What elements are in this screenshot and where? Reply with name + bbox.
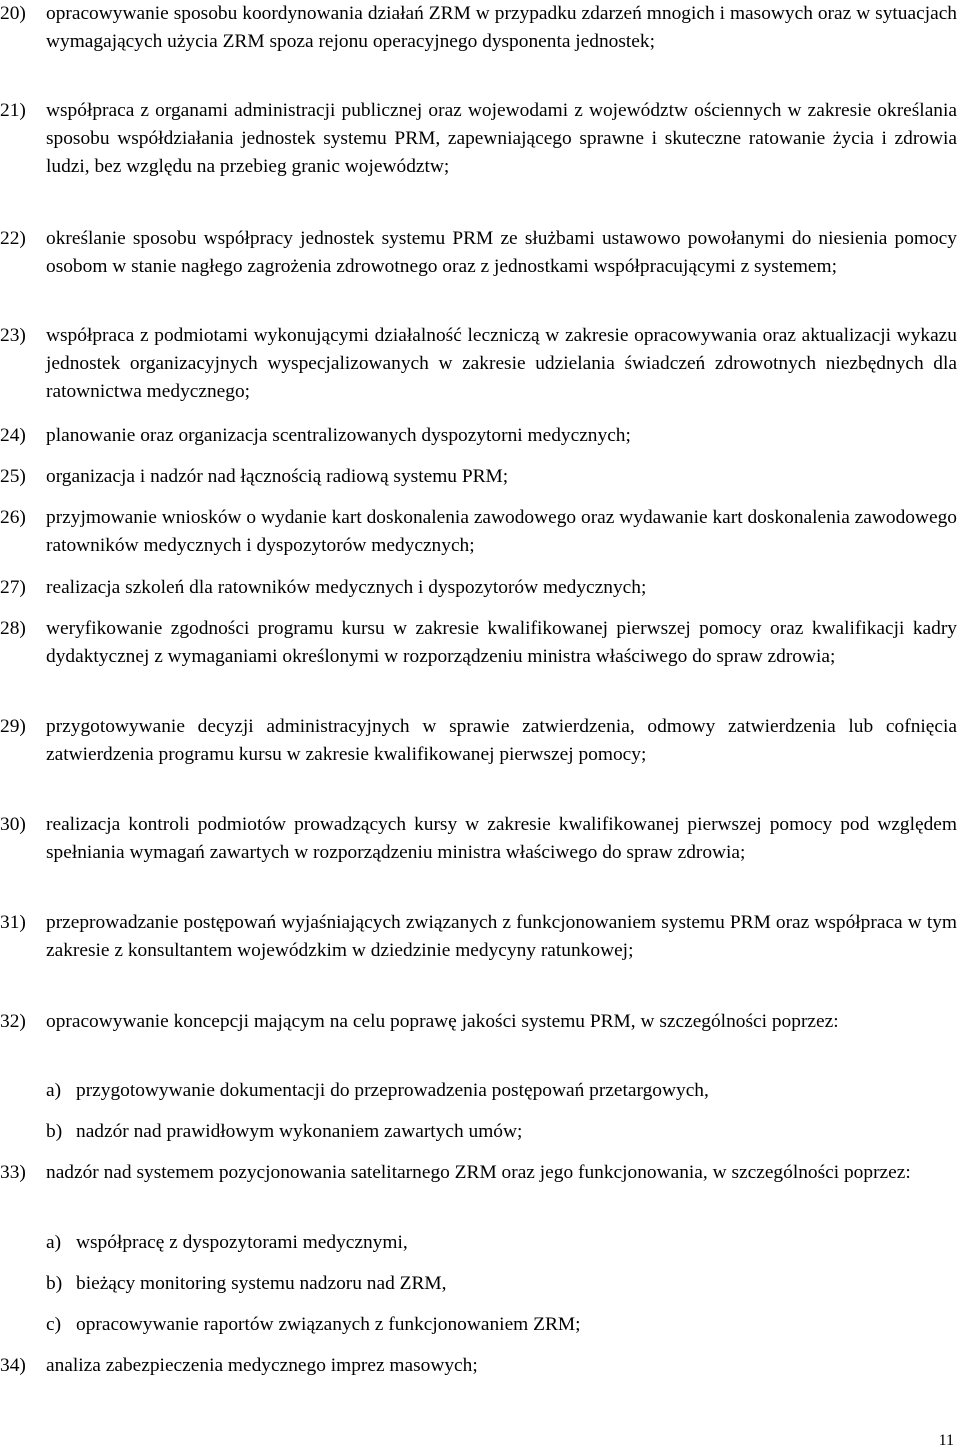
item-text: opracowywanie sposobu koordynowania działań ZRM w przypadku zdarzeń mnogich i masowych oraz w sytuacjach wymagających użycia ZRM spoza rejonu operacyjnego dysponenta jednostek; (46, 3, 957, 53)
item-number: 25) (0, 466, 26, 487)
item-text: realizacja szkoleń dla ratowników medycznych i dyspozytorów medycznych; (46, 577, 647, 598)
item-text: przyjmowanie wniosków o wydanie kart doskonalenia zawodowego oraz wydawanie kart doskonalenia zawodowego ratowników medycznych i dyspozytorów medycznych; (46, 507, 957, 557)
item-text: organizacja i nadzór nad łącznością radiową systemu PRM; (46, 466, 509, 487)
sub-item-letter: c) (46, 1314, 62, 1335)
list-item-26 (0, 504, 957, 560)
sub-item-letter: b) (46, 1273, 63, 1294)
item-number: 26) (0, 507, 26, 528)
list-item-20 (0, 0, 957, 56)
sub-item-text: bieżący monitoring systemu nadzoru nad ZRM, (76, 1273, 447, 1294)
page-number: 11 (938, 1432, 954, 1449)
sub-item-letter: a) (46, 1232, 62, 1253)
item-number: 20) (0, 3, 26, 24)
sub-item-text: przygotowywanie dokumentacji do przeprowadzenia postępowań przetargowych, (76, 1080, 709, 1101)
item-text: przeprowadzanie postępowań wyjaśniających związanych z funkcjonowaniem systemu PRM oraz współpraca w tym zakresie z konsultantem wojewódzkim w dziedzinie medycyny ratunkowej; (46, 912, 957, 962)
item-number: 29) (0, 716, 26, 737)
item-number: 30) (0, 814, 26, 835)
item-number: 28) (0, 618, 26, 639)
item-number: 27) (0, 577, 26, 598)
list-item-23 (0, 322, 957, 407)
list-item-22 (0, 225, 957, 281)
item-text: nadzór nad systemem pozycjonowania satelitarnego ZRM oraz jego funkcjonowania, w szczególności poprzez: (46, 1162, 911, 1183)
item-text: realizacja kontroli podmiotów prowadzących kursy w zakresie kwalifikowanej pierwszej pomocy pod względem spełniania wymagań zawartych w rozporządzeniu ministra właściwego do spraw zdrowia; (46, 814, 957, 864)
item-text: współpraca z podmiotami wykonującymi działalność leczniczą w zakresie opracowywania oraz aktualizacji wykazu jednostek organizacyjnych wyspecjalizowanych w zakresie udzielania świadczeń zdrowotnych niezbędnych dla ratownictwa medycznego; (46, 325, 957, 403)
list-item-27 (0, 574, 957, 602)
list-item-25 (0, 463, 957, 491)
item-number: 23) (0, 325, 26, 346)
item-text: współpraca z organami administracji publicznej oraz wojewodami z województw ościennych w zakresie określania sposobu współdziałania jednostek systemu PRM, zapewniającego sprawne i skuteczne ratowanie życia i zdrowia ludzi, bez względu na przebieg granic województw; (46, 100, 957, 178)
sub-item-text: opracowywanie raportów związanych z funkcjonowaniem ZRM; (76, 1314, 581, 1335)
item-text: weryfikowanie zgodności programu kursu w zakresie kwalifikowanej pierwszej pomocy oraz kwalifikacji kadry dydaktycznej z wymaganiami określonymi w rozporządzeniu ministra właściwego do spraw zdrowia; (46, 618, 957, 668)
item-text: opracowywanie koncepcji mającym na celu poprawę jakości systemu PRM, w szczególności poprzez: (46, 1011, 839, 1032)
item-number: 33) (0, 1162, 26, 1183)
list-item-33 (0, 1159, 957, 1187)
list-item-28 (0, 615, 957, 671)
sub-item-letter: a) (46, 1080, 62, 1101)
list-item-34 (0, 1352, 957, 1380)
sub-item-letter: b) (46, 1121, 63, 1142)
sub-item-text: współpracę z dyspozytorami medycznymi, (76, 1232, 408, 1253)
sub-item-33c (46, 1311, 946, 1339)
item-number: 34) (0, 1355, 26, 1376)
item-text: analiza zabezpieczenia medycznego imprez masowych; (46, 1355, 478, 1376)
sub-item-33b (46, 1270, 946, 1298)
item-number: 31) (0, 912, 26, 933)
item-number: 21) (0, 100, 26, 121)
sub-item-32b (46, 1118, 946, 1146)
list-item-31 (0, 909, 957, 965)
list-item-30 (0, 811, 957, 867)
list-item-21 (0, 97, 957, 182)
item-text: przygotowywanie decyzji administracyjnych w sprawie zatwierdzenia, odmowy zatwierdzenia lub cofnięcia zatwierdzenia programu kursu w zakresie kwalifikowanej pierwszej pomocy; (46, 716, 957, 766)
item-number: 22) (0, 228, 26, 249)
list-item-32 (0, 1008, 957, 1036)
item-text: planowanie oraz organizacja scentralizowanych dyspozytorni medycznych; (46, 425, 631, 446)
item-number: 24) (0, 425, 26, 446)
sub-item-text: nadzór nad prawidłowym wykonaniem zawartych umów; (76, 1121, 523, 1142)
list-item-29 (0, 713, 957, 769)
item-number: 32) (0, 1011, 26, 1032)
sub-item-32a (46, 1077, 946, 1105)
item-text: określanie sposobu współpracy jednostek systemu PRM ze służbami ustawowo powołanymi do niesienia pomocy osobom w stanie nagłego zagrożenia zdrowotnego oraz z jednostkami współpracującymi z systemem; (46, 228, 957, 278)
list-item-24 (0, 422, 957, 450)
sub-item-33a (46, 1229, 946, 1257)
